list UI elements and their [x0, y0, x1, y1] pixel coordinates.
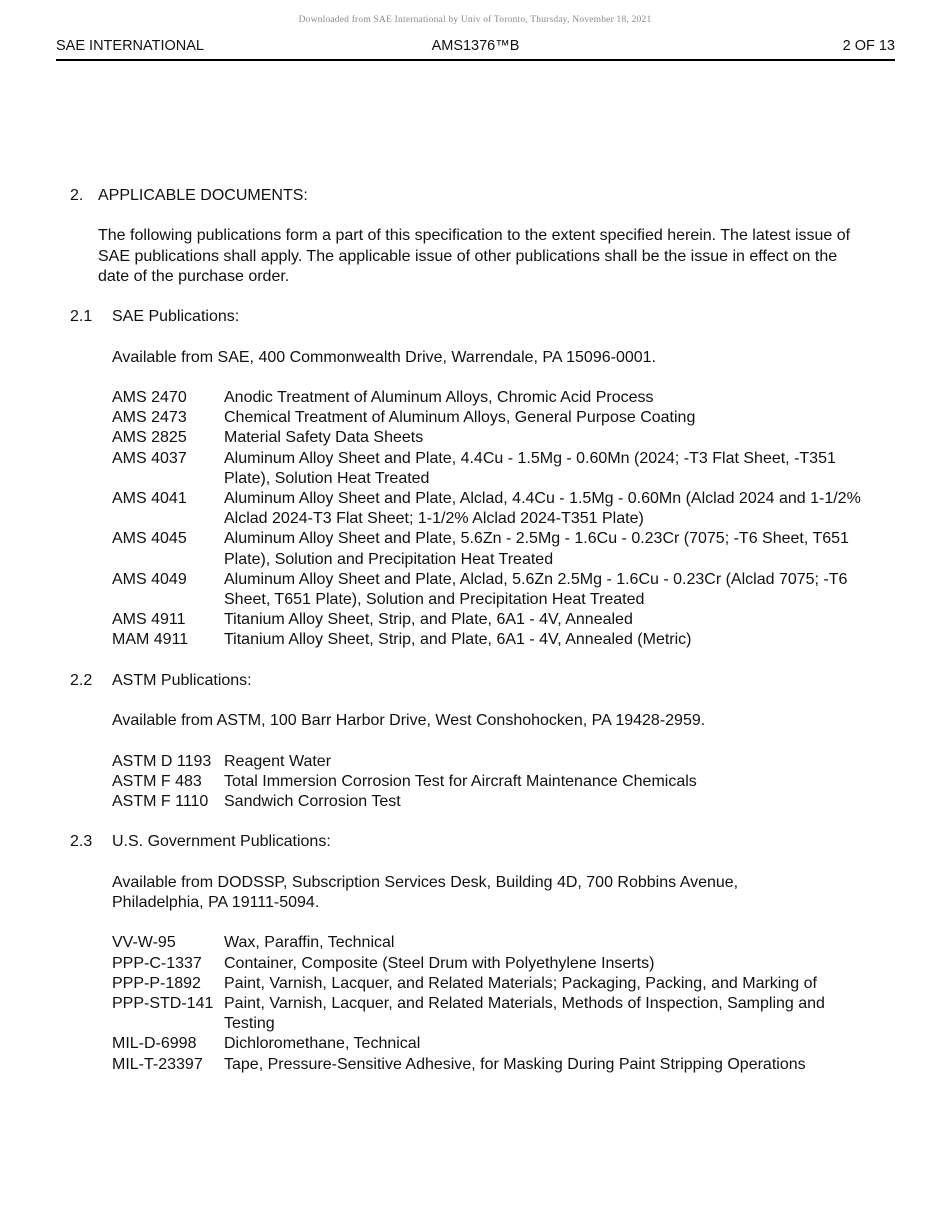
- section-number: 2.: [70, 187, 84, 204]
- reference-title: Wax, Paraffin, Technical: [224, 934, 395, 952]
- subsection-title: ASTM Publications:: [112, 671, 252, 689]
- reference-title: Tape, Pressure-Sensitive Adhesive, for Masking During Paint Stripping Operations: [224, 1055, 806, 1073]
- section-heading: [0, 186, 950, 206]
- reference-title: Container, Composite (Steel Drum with Polyethylene Inserts): [224, 954, 655, 972]
- subsection-heading: [0, 307, 950, 327]
- reference-row: [0, 792, 950, 812]
- reference-code: AMS 2825: [112, 429, 187, 447]
- subsection-title: SAE Publications:: [112, 308, 240, 326]
- section-title: APPLICABLE DOCUMENTS:: [98, 187, 308, 204]
- availability-note: Available from ASTM, 100 Barr Harbor Drive, West Conshohocken, PA 19428-2959.: [112, 712, 706, 730]
- reference-code: AMS 4041: [112, 489, 187, 507]
- subsection-heading: [0, 832, 950, 852]
- header-organization: SAE INTERNATIONAL: [56, 38, 204, 54]
- reference-code: AMS 4049: [112, 570, 187, 588]
- reference-code: AMS 4045: [112, 530, 187, 548]
- reference-title: Aluminum Alloy Sheet and Plate, Alclad, 5.6Zn 2.5Mg - 1.6Cu - 0.23Cr (Alclad 7075; -T6 Sheet, T651 Plate), Solution and Precipitation Heat Treated: [224, 570, 848, 608]
- reference-title: Reagent Water: [224, 752, 332, 770]
- reference-code: PPP-P-1892: [112, 974, 201, 992]
- reference-code: VV-W-95: [112, 934, 176, 952]
- header-page-number: 2 OF 13: [842, 38, 895, 54]
- reference-code: ASTM F 483: [112, 772, 202, 790]
- reference-row: [0, 408, 950, 428]
- reference-row: [0, 1055, 950, 1075]
- reference-row: [0, 449, 950, 489]
- document-body: [0, 186, 950, 1075]
- reference-title: Dichloromethane, Technical: [224, 1035, 421, 1053]
- reference-title: Aluminum Alloy Sheet and Plate, Alclad, 4.4Cu - 1.5Mg - 0.60Mn (Alclad 2024 and 1-1/2% Alclad 2024-T3 Flat Sheet; 1-1/2% Alclad 2024-T351 Plate): [224, 489, 861, 528]
- subsection-number: 2.1: [70, 308, 93, 326]
- subsection-number: 2.3: [70, 833, 93, 851]
- reference-title: Aluminum Alloy Sheet and Plate, 5.6Zn - 2.5Mg - 1.6Cu - 0.23Cr (7075; -T6 Sheet, T651 Plate), Solution and Precipitation Heat Treated: [224, 530, 849, 568]
- reference-code: AMS 2470: [112, 388, 187, 406]
- reference-title: Titanium Alloy Sheet, Strip, and Plate, 6A1 - 4V, Annealed: [224, 611, 633, 629]
- reference-code: AMS 4037: [112, 449, 187, 467]
- reference-row: [0, 1034, 950, 1054]
- reference-code: MIL-T-23397: [112, 1055, 203, 1073]
- reference-row: [0, 570, 950, 610]
- reference-row: [0, 630, 950, 650]
- reference-title: Anodic Treatment of Aluminum Alloys, Chromic Acid Process: [224, 388, 654, 406]
- subsection-title: U.S. Government Publications:: [112, 833, 331, 851]
- reference-code: ASTM D 1193: [112, 752, 212, 770]
- page-header: [56, 38, 895, 58]
- reference-row: [0, 428, 950, 448]
- header-document-id: AMS1376™B: [431, 38, 520, 54]
- reference-row: [0, 610, 950, 630]
- reference-title: Titanium Alloy Sheet, Strip, and Plate, 6A1 - 4V, Annealed (Metric): [224, 631, 692, 649]
- reference-code: PPP-STD-141: [112, 994, 214, 1012]
- reference-row: [0, 954, 950, 974]
- reference-row: [0, 974, 950, 994]
- subsection-heading: [0, 671, 950, 691]
- reference-title: Aluminum Alloy Sheet and Plate, 4.4Cu - 1.5Mg - 0.60Mn (2024; -T3 Flat Sheet, -T351 Plate), Solution Heat Treated: [224, 449, 836, 487]
- availability-note: Available from DODSSP, Subscription Services Desk, Building 4D, 700 Robbins Avenue, Philadelphia, PA 19111-5094.: [112, 873, 739, 911]
- reference-row: [0, 994, 950, 1034]
- reference-title: Total Immersion Corrosion Test for Aircraft Maintenance Chemicals: [224, 772, 697, 790]
- reference-row: [0, 752, 950, 772]
- reference-row: [0, 489, 950, 529]
- reference-title: Sandwich Corrosion Test: [224, 792, 401, 810]
- reference-title: Material Safety Data Sheets: [224, 429, 424, 447]
- reference-code: AMS 4911: [112, 611, 186, 629]
- reference-row: [0, 933, 950, 953]
- reference-code: ASTM F 1110: [112, 792, 209, 810]
- reference-title: Chemical Treatment of Aluminum Alloys, General Purpose Coating: [224, 409, 696, 427]
- reference-title: Paint, Varnish, Lacquer, and Related Materials, Methods of Inspection, Sampling and Testing: [224, 994, 825, 1033]
- reference-code: MAM 4911: [112, 631, 189, 649]
- section-intro: The following publications form a part of this specification to the extent specified herein. The latest issue of SAE publications shall apply. The applicable issue of other publications shall be the issue in effect on the date of the purchase order.: [98, 227, 851, 285]
- reference-code: MIL-D-6998: [112, 1035, 197, 1053]
- header-divider: [56, 59, 895, 61]
- subsection-number: 2.2: [70, 671, 93, 689]
- reference-row: [0, 529, 950, 569]
- subsection-list: [0, 287, 950, 1075]
- reference-title: Paint, Varnish, Lacquer, and Related Materials; Packaging, Packing, and Marking of: [224, 974, 817, 992]
- reference-code: AMS 2473: [112, 409, 187, 427]
- reference-code: PPP-C-1337: [112, 954, 202, 972]
- reference-row: [0, 388, 950, 408]
- reference-row: [0, 772, 950, 792]
- availability-note: Available from SAE, 400 Commonwealth Drive, Warrendale, PA 15096-0001.: [112, 348, 656, 366]
- download-watermark: Downloaded from SAE International by Univ of Toronto, Thursday, November 18, 2021: [298, 15, 652, 25]
